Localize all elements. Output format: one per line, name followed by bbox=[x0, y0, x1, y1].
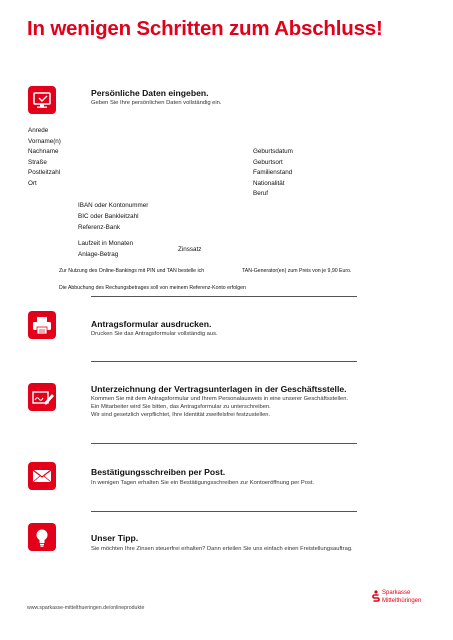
lightbulb-icon bbox=[28, 523, 56, 551]
brand-line-2: Mittelthüringen bbox=[382, 597, 422, 604]
monitor-icon bbox=[28, 86, 56, 114]
field-label-iban: IBAN oder Kontonummer bbox=[78, 202, 149, 209]
field-label-beruf: Beruf bbox=[253, 190, 269, 198]
step5-text: Sie möchten Ihre Zinsen steuerfrei erhalten? Dann erteilen Sie uns einfach einen Freistellungsauftrag. bbox=[91, 546, 353, 552]
note-tan-generator: TAN-Generator(en) zum Preis von je 9,90 Euro. bbox=[242, 268, 352, 274]
page-title: In wenigen Schritten zum Abschluss! bbox=[27, 17, 383, 40]
signature-icon bbox=[28, 383, 56, 411]
divider-3 bbox=[91, 443, 357, 444]
form-right-column bbox=[253, 148, 293, 201]
step4-text: In wenigen Tagen erhalten Sie ein Bestätigungsschreiben zur Kontoeröffnung per Post. bbox=[91, 480, 315, 486]
field-label-laufzeit: Laufzeit in Monaten bbox=[78, 240, 133, 247]
field-label-anrede: Anrede bbox=[28, 127, 49, 134]
field-label-geburtsdatum: Geburtsdatum bbox=[253, 148, 293, 155]
divider-1 bbox=[91, 296, 357, 297]
step5-title: Unser Tipp. bbox=[91, 533, 139, 543]
envelope-icon bbox=[28, 462, 56, 490]
brand-name bbox=[382, 590, 421, 605]
step1-text: Geben Sie Ihre persönlichen Daten vollständig ein. bbox=[91, 100, 222, 106]
field-label-anlage-betrag: Anlage-Betrag bbox=[78, 251, 119, 258]
field-label-familienstand: Familienstand bbox=[253, 169, 293, 177]
field-label-ort: Ort bbox=[28, 179, 37, 187]
brand-line-1: Sparkasse bbox=[382, 590, 411, 596]
form-bank-fields bbox=[78, 202, 148, 234]
step3-line-1: Kommen Sie mit dem Antragsformular und Ihrem Personalausweis in eine unserer Geschäftsstellen. bbox=[91, 396, 349, 402]
field-label-zinssatz: Zinssatz bbox=[178, 246, 202, 253]
step3-line-3: Wir sind gesetzlich verpflichtet, Ihre Identität zweifelsfrei festzustellen. bbox=[91, 412, 271, 419]
sparkasse-logo-icon bbox=[372, 590, 380, 603]
field-label-strasse: Straße bbox=[28, 158, 47, 166]
field-label-nachname: Nachname bbox=[28, 148, 59, 156]
step1-title: Persönliche Daten eingeben. bbox=[91, 88, 209, 98]
step2-text: Drucken Sie das Antragsformular vollständig aus. bbox=[91, 331, 218, 337]
field-label-postleitzahl: Postleitzahl bbox=[28, 169, 61, 177]
step3-line-2: Ein Mitarbeiter wird Sie bitten, das Antragsformular zu unterschreiben. bbox=[91, 404, 271, 411]
printer-icon bbox=[28, 311, 56, 339]
field-label-referenz-bank: Referenz-Bank bbox=[78, 223, 120, 231]
field-label-bic: BIC oder Bankleitzahl bbox=[78, 212, 139, 220]
field-label-geburtsort: Geburtsort bbox=[253, 158, 283, 166]
step2-title: Antragsformular ausdrucken. bbox=[91, 319, 212, 329]
step3-title: Unterzeichnung der Vertragsunterlagen in der Geschäftsstelle. bbox=[91, 384, 347, 394]
step4-title: Bestätigungsschreiben per Post. bbox=[91, 467, 226, 477]
note-debit: Die Abbuchung des Rechungsbetrages soll von meinem Referenz-Konto erfolgen bbox=[59, 285, 246, 291]
form-left-column bbox=[28, 127, 61, 191]
field-label-vorname: Vorname(n) bbox=[28, 137, 61, 145]
note-online-banking: Zur Nutzung des Online-Bankings mit PIN und TAN bestelle ich bbox=[59, 268, 205, 274]
form-term-fields bbox=[78, 240, 133, 262]
divider-4 bbox=[91, 511, 357, 512]
footer-url[interactable]: www.sparkasse-mittelthueringen.de/onlineprodukte bbox=[27, 605, 145, 611]
divider-2 bbox=[91, 361, 357, 362]
step3-text bbox=[91, 395, 348, 420]
field-label-nationalitaet: Nationalität bbox=[253, 179, 285, 187]
